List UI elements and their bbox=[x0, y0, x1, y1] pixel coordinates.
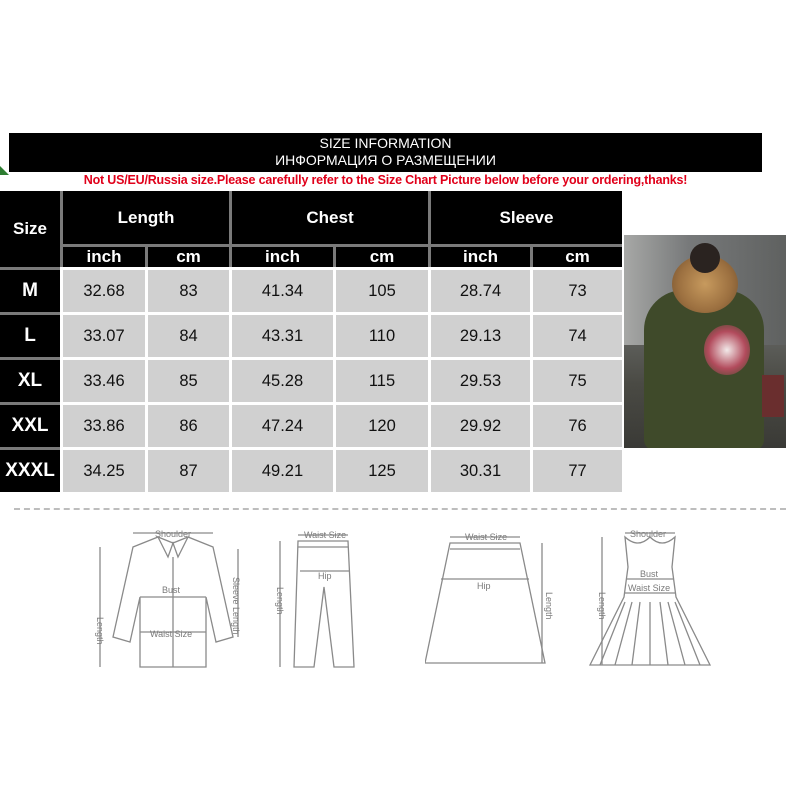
unit-header-length-inch: inch bbox=[60, 244, 145, 267]
table-cell: 45.28 bbox=[229, 357, 333, 402]
size-label-l: L bbox=[0, 312, 60, 357]
table-cell: 74 bbox=[530, 312, 622, 357]
table-cell: 105 bbox=[333, 267, 428, 312]
label-waist: Waist Size bbox=[150, 629, 193, 639]
table-cell: 115 bbox=[333, 357, 428, 402]
group-header-sleeve: Sleeve bbox=[428, 191, 622, 244]
label-bust: Bust bbox=[162, 585, 181, 595]
photo-head bbox=[690, 243, 720, 273]
label-hip: Hip bbox=[318, 571, 332, 581]
table-cell: 33.07 bbox=[60, 312, 145, 357]
title-russian: ИНФОРМАЦИЯ О РАЗМЕЩЕНИИ bbox=[275, 152, 496, 168]
table-cell: 125 bbox=[333, 447, 428, 492]
table-cell: 28.74 bbox=[428, 267, 530, 312]
skirt-measure-diagram bbox=[425, 527, 565, 677]
table-cell: 73 bbox=[530, 267, 622, 312]
label-waist: Waist Size bbox=[304, 530, 347, 540]
table-cell: 33.46 bbox=[60, 357, 145, 402]
group-header-length: Length bbox=[60, 191, 229, 244]
size-label-xl: XL bbox=[0, 357, 60, 402]
table-cell: 76 bbox=[530, 402, 622, 447]
size-notice: Not US/EU/Russia size.Please carefully refer to the Size Chart Picture below before your ordering,thanks! bbox=[83, 173, 688, 187]
label-shoulder: Shoulder bbox=[155, 529, 192, 539]
size-label-m: M bbox=[0, 267, 60, 312]
dashed-divider bbox=[14, 508, 786, 510]
group-header-chest: Chest bbox=[229, 191, 428, 244]
table-cell: 34.25 bbox=[60, 447, 145, 492]
table-cell: 86 bbox=[145, 402, 229, 447]
table-cell: 29.13 bbox=[428, 312, 530, 357]
label-length: Length bbox=[275, 587, 285, 615]
table-cell: 110 bbox=[333, 312, 428, 357]
label-length: Length bbox=[597, 592, 607, 620]
table-cell: 29.92 bbox=[428, 402, 530, 447]
label-length: Length bbox=[95, 617, 105, 645]
table-cell: 43.31 bbox=[229, 312, 333, 357]
table-cell: 32.68 bbox=[60, 267, 145, 312]
table-cell: 33.86 bbox=[60, 402, 145, 447]
product-photo bbox=[624, 235, 786, 448]
photo-embroidery bbox=[704, 325, 750, 375]
unit-header-length-cm: cm bbox=[145, 244, 229, 267]
size-column-header: Size bbox=[0, 191, 60, 267]
table-cell: 87 bbox=[145, 447, 229, 492]
corner-accent bbox=[0, 166, 9, 175]
table-cell: 77 bbox=[530, 447, 622, 492]
label-bust: Bust bbox=[640, 569, 659, 579]
pants-measure-diagram bbox=[268, 527, 368, 677]
unit-header-sleeve-cm: cm bbox=[530, 244, 622, 267]
table-cell: 83 bbox=[145, 267, 229, 312]
table-cell: 30.31 bbox=[428, 447, 530, 492]
table-cell: 75 bbox=[530, 357, 622, 402]
shirt-measure-diagram bbox=[88, 527, 258, 677]
size-label-xxxl: XXXL bbox=[0, 447, 60, 492]
label-shoulder: Shoulder bbox=[630, 529, 667, 539]
table-cell: 85 bbox=[145, 357, 229, 402]
photo-coat bbox=[644, 290, 764, 448]
label-length: Length bbox=[544, 592, 554, 620]
table-cell: 49.21 bbox=[229, 447, 333, 492]
unit-header-sleeve-inch: inch bbox=[428, 244, 530, 267]
table-cell: 47.24 bbox=[229, 402, 333, 447]
table-cell: 41.34 bbox=[229, 267, 333, 312]
size-label-xxl: XXL bbox=[0, 402, 60, 447]
size-info-header bbox=[9, 133, 762, 172]
label-sleeve-length: Sleeve Length bbox=[231, 577, 241, 635]
table-cell: 29.53 bbox=[428, 357, 530, 402]
title-english: SIZE INFORMATION bbox=[319, 135, 452, 151]
label-waist: Waist Size bbox=[465, 532, 508, 542]
table-cell: 84 bbox=[145, 312, 229, 357]
table-cell: 120 bbox=[333, 402, 428, 447]
photo-bag bbox=[762, 375, 784, 417]
dress-measure-diagram bbox=[580, 527, 720, 677]
label-hip: Hip bbox=[477, 581, 491, 591]
unit-header-chest-cm: cm bbox=[333, 244, 428, 267]
unit-header-chest-inch: inch bbox=[229, 244, 333, 267]
label-waist: Waist Size bbox=[628, 583, 671, 593]
